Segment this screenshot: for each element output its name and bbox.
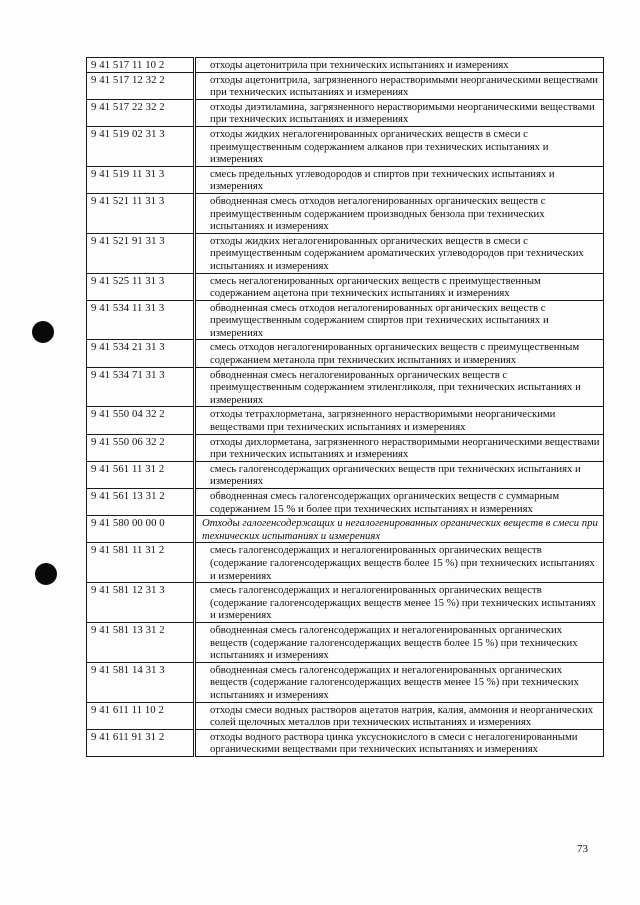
table-row: [87, 622, 604, 662]
waste-description-cell: обводненная смесь галогенсодержащих и негалогенированных органических веществ (содержание галогенсодержащих веществ менее 15 %) при технических испытаниях и измерениях: [195, 662, 604, 702]
waste-code-cell: 9 41 521 91 31 3: [87, 233, 195, 273]
waste-description-cell: обводненная смесь отходов негалогенированных органических веществ с преимущественным содержанием производных бензола при технических испытаниях и измерениях: [195, 193, 604, 233]
waste-code-cell: 9 41 534 21 31 3: [87, 340, 195, 367]
waste-description-cell: смесь галогенсодержащих и негалогенированных органических веществ (содержание галогенсодержащих веществ более 15 %) при технических испытаниях и измерениях: [195, 543, 604, 583]
waste-description-cell: отходы водного раствора цинка уксуснокислого в смеси с негалогенированными органическими веществами при технических испытаниях и измерениях: [195, 729, 604, 756]
waste-code-cell: 9 41 517 22 32 2: [87, 99, 195, 126]
punch-hole: [35, 563, 57, 585]
waste-description-cell: отходы жидких негалогенированных органических веществ в смеси с преимущественным содержанием ароматических углеводородов при технических испытаниях и измерениях: [195, 233, 604, 273]
waste-description-cell: отходы тетрахлорметана, загрязненного нерастворимыми неорганическими веществами при технических испытаниях и измерениях: [195, 407, 604, 434]
table-row: [87, 193, 604, 233]
waste-description-cell: отходы жидких негалогенированных органических веществ в смеси с преимущественным содержанием алканов при технических испытаниях и измерениях: [195, 126, 604, 166]
punch-hole: [32, 321, 54, 343]
table-row: [87, 300, 604, 340]
waste-description-cell: обводненная смесь отходов негалогенированных органических веществ с преимущественным содержанием спиртов при технических испытаниях и измерениях: [195, 300, 604, 340]
waste-code-cell: 9 41 611 11 10 2: [87, 702, 195, 729]
table-row: [87, 702, 604, 729]
waste-code-cell: 9 41 581 14 31 3: [87, 662, 195, 702]
table-row: [87, 367, 604, 407]
waste-code-cell: 9 41 550 06 32 2: [87, 434, 195, 461]
waste-description-cell: отходы диэтиламина, загрязненного нерастворимыми неорганическими веществами при технических испытаниях и измерениях: [195, 99, 604, 126]
waste-description-cell: смесь галогенсодержащих и негалогенированных органических веществ (содержание галогенсодержащих веществ менее 15 %) при технических испытаниях и измерениях: [195, 583, 604, 623]
table-row: [87, 126, 604, 166]
waste-description-cell: обводненная смесь галогенсодержащих органических веществ с суммарным содержанием 15 % и более при технических испытаниях и измерениях: [195, 489, 604, 516]
table-row: [87, 407, 604, 434]
table-group-row: [87, 516, 604, 543]
table-row: [87, 233, 604, 273]
page-number: 73: [577, 843, 588, 855]
waste-code-cell: 9 41 561 13 31 2: [87, 489, 195, 516]
waste-code-cell: 9 41 519 02 31 3: [87, 126, 195, 166]
table-row: [87, 489, 604, 516]
table-body: [87, 58, 604, 757]
waste-code-cell: 9 41 561 11 31 2: [87, 461, 195, 488]
table-row: [87, 729, 604, 756]
table-row: [87, 543, 604, 583]
waste-classification-table: [86, 57, 604, 757]
table-row: [87, 434, 604, 461]
waste-description-cell: обводненная смесь галогенсодержащих и негалогенированных органических веществ (содержание галогенсодержащих веществ более 15 %) при технических испытаниях и измерениях: [195, 622, 604, 662]
waste-code-cell: 9 41 534 11 31 3: [87, 300, 195, 340]
table-row: [87, 58, 604, 73]
waste-description-cell: Отходы галогенсодержащих и негалогенированных органических веществ в смеси при технических испытаниях и измерениях: [195, 516, 604, 543]
waste-code-cell: 9 41 581 12 31 3: [87, 583, 195, 623]
waste-code-cell: 9 41 550 04 32 2: [87, 407, 195, 434]
waste-description-cell: отходы смеси водных растворов ацетатов натрия, калия, аммония и неорганических солей щелочных металлов при технических испытаниях и измерениях: [195, 702, 604, 729]
table-row: [87, 99, 604, 126]
waste-description-cell: отходы дихлорметана, загрязненного нерастворимыми неорганическими веществами при технических испытаниях и измерениях: [195, 434, 604, 461]
table-row: [87, 340, 604, 367]
waste-description-cell: смесь галогенсодержащих органических веществ при технических испытаниях и измерениях: [195, 461, 604, 488]
waste-description-cell: обводненная смесь негалогенированных органических веществ с преимущественным содержанием этиленгликоля, при технических испытаниях и измерениях: [195, 367, 604, 407]
waste-description-cell: смесь предельных углеводородов и спиртов при технических испытаниях и измерениях: [195, 166, 604, 193]
table-row: [87, 662, 604, 702]
waste-description-cell: смесь негалогенированных органических веществ с преимущественным содержанием ацетона при технических испытаниях и измерениях: [195, 273, 604, 300]
waste-description-cell: отходы ацетонитрила, загрязненного нерастворимыми неорганическими веществами при технических испытаниях и измерениях: [195, 72, 604, 99]
waste-code-cell: 9 41 525 11 31 3: [87, 273, 195, 300]
waste-code-cell: 9 41 580 00 00 0: [87, 516, 195, 543]
waste-code-cell: 9 41 581 11 31 2: [87, 543, 195, 583]
table-row: [87, 273, 604, 300]
waste-code-cell: 9 41 521 11 31 3: [87, 193, 195, 233]
waste-code-cell: 9 41 519 11 31 3: [87, 166, 195, 193]
table-row: [87, 583, 604, 623]
table-row: [87, 461, 604, 488]
waste-code-cell: 9 41 581 13 31 2: [87, 622, 195, 662]
table-row: [87, 166, 604, 193]
table-row: [87, 72, 604, 99]
waste-code-cell: 9 41 517 12 32 2: [87, 72, 195, 99]
waste-code-cell: 9 41 534 71 31 3: [87, 367, 195, 407]
waste-code-cell: 9 41 611 91 31 2: [87, 729, 195, 756]
waste-code-cell: 9 41 517 11 10 2: [87, 58, 195, 73]
waste-description-cell: отходы ацетонитрила при технических испытаниях и измерениях: [195, 58, 604, 73]
waste-description-cell: смесь отходов негалогенированных органических веществ с преимущественным содержанием метанола при технических испытаниях и измерениях: [195, 340, 604, 367]
